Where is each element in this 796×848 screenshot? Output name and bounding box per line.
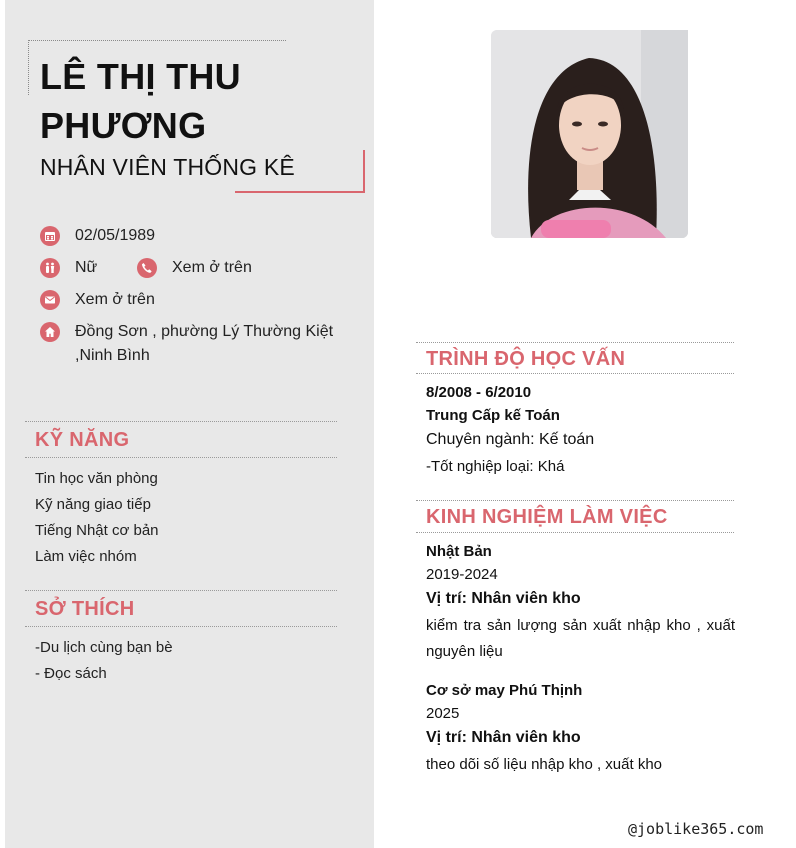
address-line1: Đồng Sơn , phường Lý Thường Kiệt (75, 323, 334, 340)
gender-value: Nữ (75, 259, 98, 276)
hobby-item: -Du lịch cùng bạn bè (35, 639, 173, 656)
site-watermark: @joblike365.com (628, 820, 764, 838)
education-grade: -Tốt nghiệp loại: Khá (426, 458, 565, 475)
address-value (75, 320, 340, 368)
skills-list (35, 466, 159, 570)
job-period: 2025 (426, 705, 460, 722)
job-position: Vị trí: Nhân viên kho (426, 729, 581, 746)
candidate-name-line1: LÊ THỊ THU (40, 56, 241, 97)
phone-row (137, 258, 252, 278)
job-title: NHÂN VIÊN THỐNG KÊ (40, 154, 295, 180)
skill-item: Tin học văn phòng (35, 470, 158, 487)
birthday-value: 02/05/1989 (75, 227, 156, 244)
skills-heading: KỸ NĂNG (25, 421, 337, 458)
candidate-name-line2: PHƯƠNG (40, 105, 207, 146)
portrait-illustration (491, 30, 688, 238)
birthday-row (40, 226, 155, 246)
job-description: theo dõi số liệu nhập kho , xuất kho (426, 756, 663, 773)
hobby-item: - Đọc sách (35, 665, 107, 682)
gender-icon (40, 258, 60, 278)
email-icon (40, 290, 60, 310)
address-row (40, 320, 340, 368)
skill-item: Tiếng Nhật cơ bản (35, 522, 159, 539)
hobbies-heading: SỞ THÍCH (25, 590, 337, 627)
education-major: Chuyên ngành: Kế toán (426, 431, 595, 448)
job-company: Cơ sở may Phú Thịnh (426, 682, 583, 699)
education-period: 8/2008 - 6/2010 (426, 384, 532, 401)
job-description: kiểm tra sản lượng sản xuất nhập kho , xuất nguyên liệu (426, 617, 735, 660)
job-period: 2019-2024 (426, 566, 498, 583)
title-accent-line-vertical (363, 150, 365, 193)
job-company: Nhật Bản (426, 543, 492, 560)
skill-item: Làm việc nhóm (35, 548, 137, 565)
skill-item: Kỹ năng giao tiếp (35, 496, 151, 513)
title-accent-line (235, 191, 365, 193)
gender-row (40, 258, 97, 278)
experience-heading: KINH NGHIỆM LÀM VIỆC (416, 500, 734, 533)
candidate-name (40, 52, 360, 150)
address-line2: ,Ninh Bình (75, 347, 150, 364)
education-school: Trung Cấp kế Toán (426, 407, 560, 424)
email-row (40, 290, 155, 310)
education-heading: TRÌNH ĐỘ HỌC VẤN (416, 342, 734, 374)
email-value: Xem ở trên (75, 291, 155, 308)
hobbies-list (35, 635, 173, 687)
phone-icon (137, 258, 157, 278)
phone-value: Xem ở trên (172, 259, 252, 276)
profile-photo (491, 30, 688, 238)
calendar-icon (40, 226, 60, 246)
job-position: Vị trí: Nhân viên kho (426, 590, 581, 607)
home-icon (40, 322, 60, 342)
